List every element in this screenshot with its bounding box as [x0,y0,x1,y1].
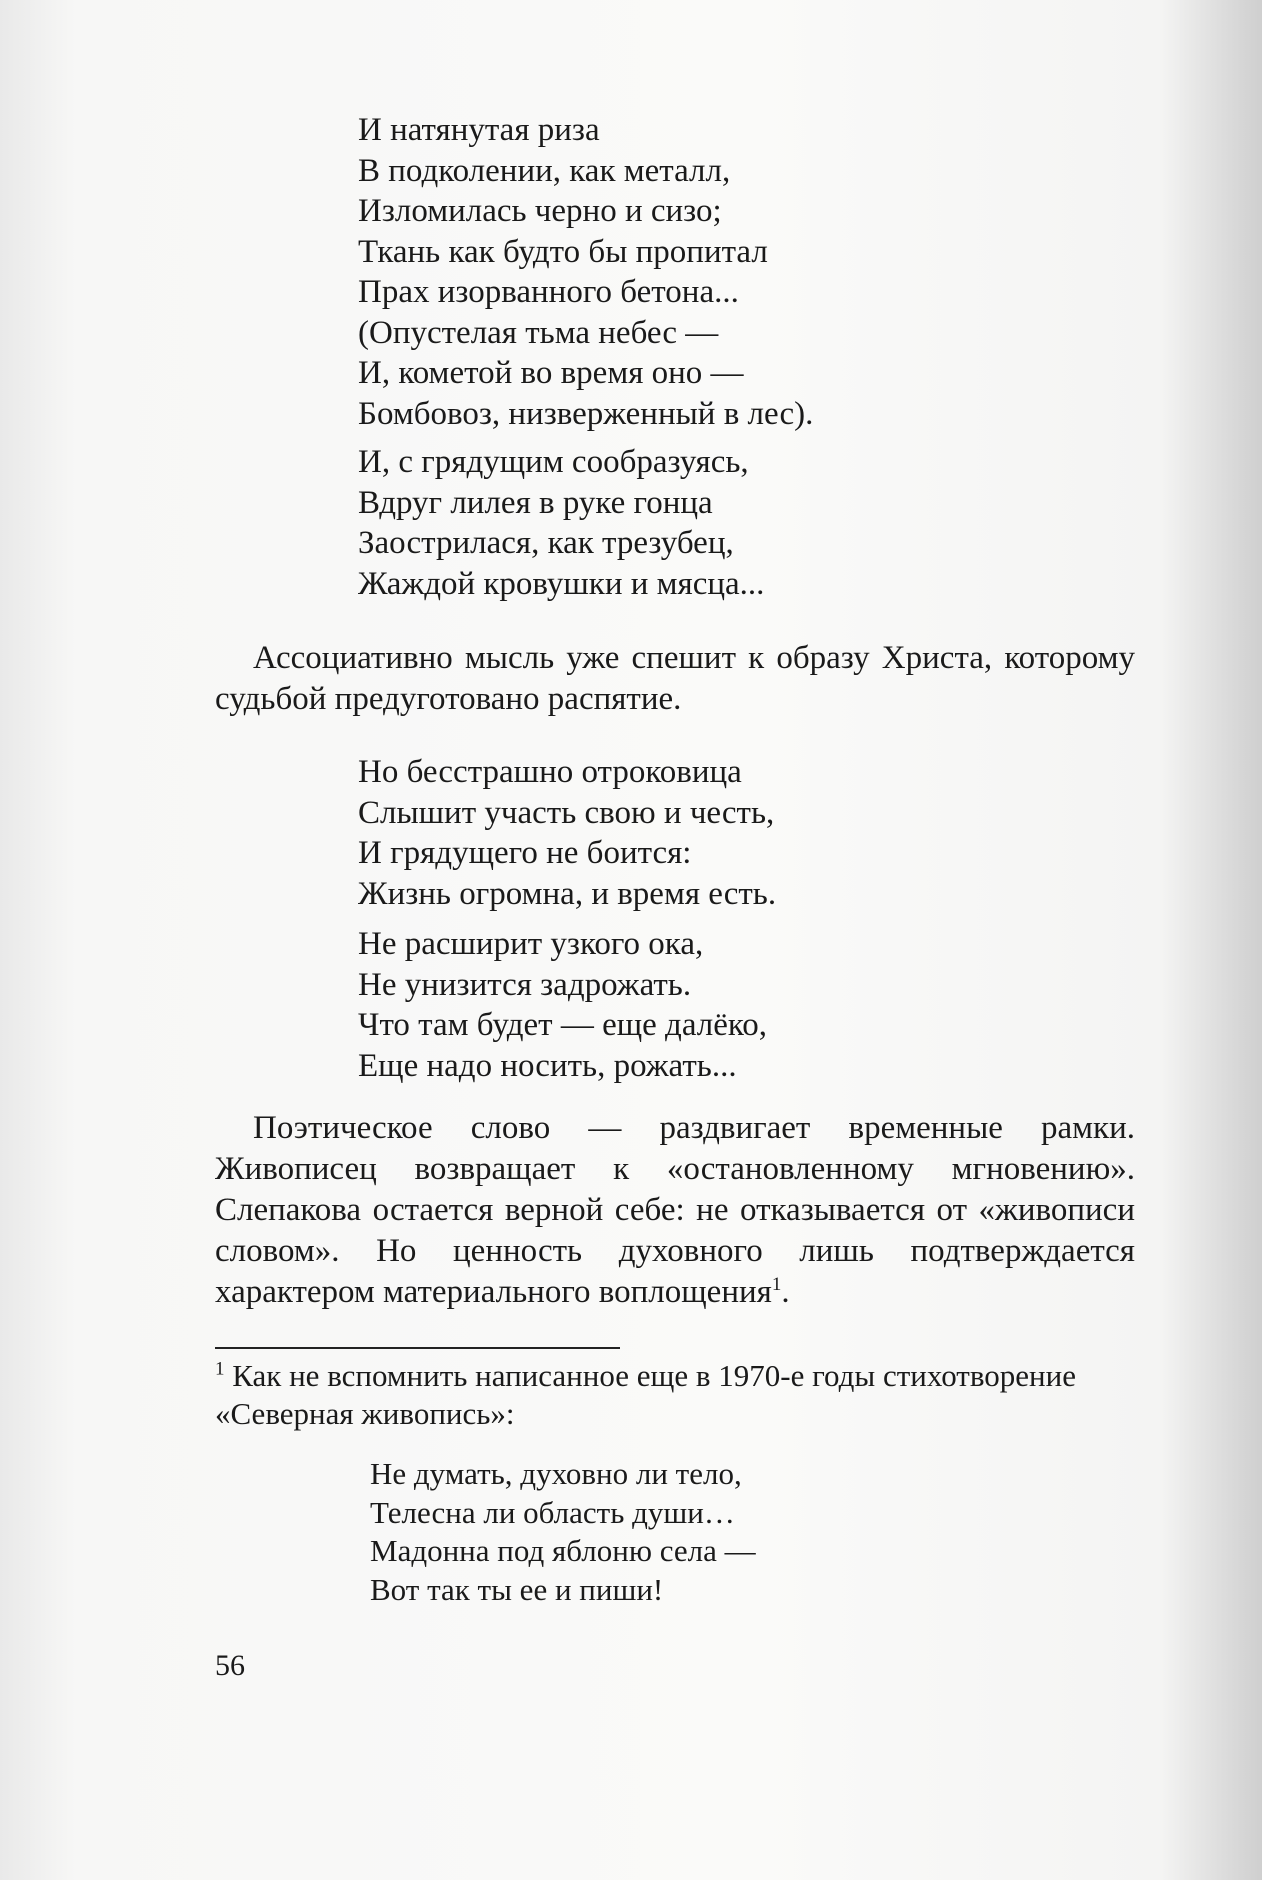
poem-stanza-3 [358,924,1135,1086]
poem-line: Жаждой кровушки и мясца... [358,565,765,602]
page-content [215,110,1135,1683]
footnote [215,1357,1135,1433]
poem-line: Что там будет — еще далёко, [358,1007,768,1043]
poem-line: Жизнь огромна, и время есть. [358,875,777,912]
footnote-poem [370,1455,1135,1609]
poem-line: Слышит участь свою и честь, [358,794,775,831]
poem-line: Мадонна под яблоню села — [370,1533,756,1568]
poem-line: Изломилась черно и сизо; [358,193,722,229]
paragraph-2-end: . [781,1274,790,1310]
poem-stanza-2 [358,752,1135,914]
poem-line: Ткань как будто бы пропитал [358,233,768,270]
poem-line: (Опустелая тьма небес — [358,314,719,351]
poem-line: Не расширит узкого ока, [358,926,704,962]
poem-line: Не думать, духовно ли тело, [370,1456,742,1491]
poem-line: В подколении, как металл, [358,152,731,189]
poem-line: Прах изорванного бетона... [358,274,739,310]
paragraph-2 [215,1108,1135,1313]
poem-line: Не унизится задрожать. [358,966,692,1003]
page-number: 56 [215,1649,245,1682]
poem-line: И грядущего не боится: [358,835,692,871]
footnote-reference: 1 [771,1274,782,1295]
poem-stanza-1 [358,110,1135,604]
poem-line: Вот так ты ее и пиши! [370,1571,664,1607]
poem-line: Телесна ли область души… [370,1494,735,1530]
poem-line: Заострилася, как трезубец, [358,525,734,561]
footnote-mark: 1 [215,1358,225,1380]
paragraph-2-text: Поэтическое слово — раздвигает временные рамки. Живописец возвращает к «остановленному мгновению». Слепакова остается верной себе: не отказывается от «живописи словом». Но ценность духовного лишь подтверждается характером материального воплощения [215,1110,1135,1310]
poem-line: Бомбовоз, низверженный в лес). [358,395,814,432]
poem-line: Еще надо носить, рожать... [358,1047,737,1084]
poem-line: И натянутая риза [358,112,600,148]
poem-line: И, кометой во время оно — [358,355,744,391]
poem-line: И, с грядущим сообразуясь, [358,444,749,480]
footnote-divider [215,1347,620,1349]
paragraph-1: Ассоциативно мысль уже спешит к образу Христа, которому судьбой предуготовано распятие. [215,640,1135,717]
poem-line: Но бесстрашно отроковица [358,754,742,790]
footnote-text: Как не вспомнить написанное еще в 1970-е годы стихотворение «Северная живопись»: [215,1358,1076,1431]
poem-line: Вдруг лилея в руке гонца [358,484,713,521]
